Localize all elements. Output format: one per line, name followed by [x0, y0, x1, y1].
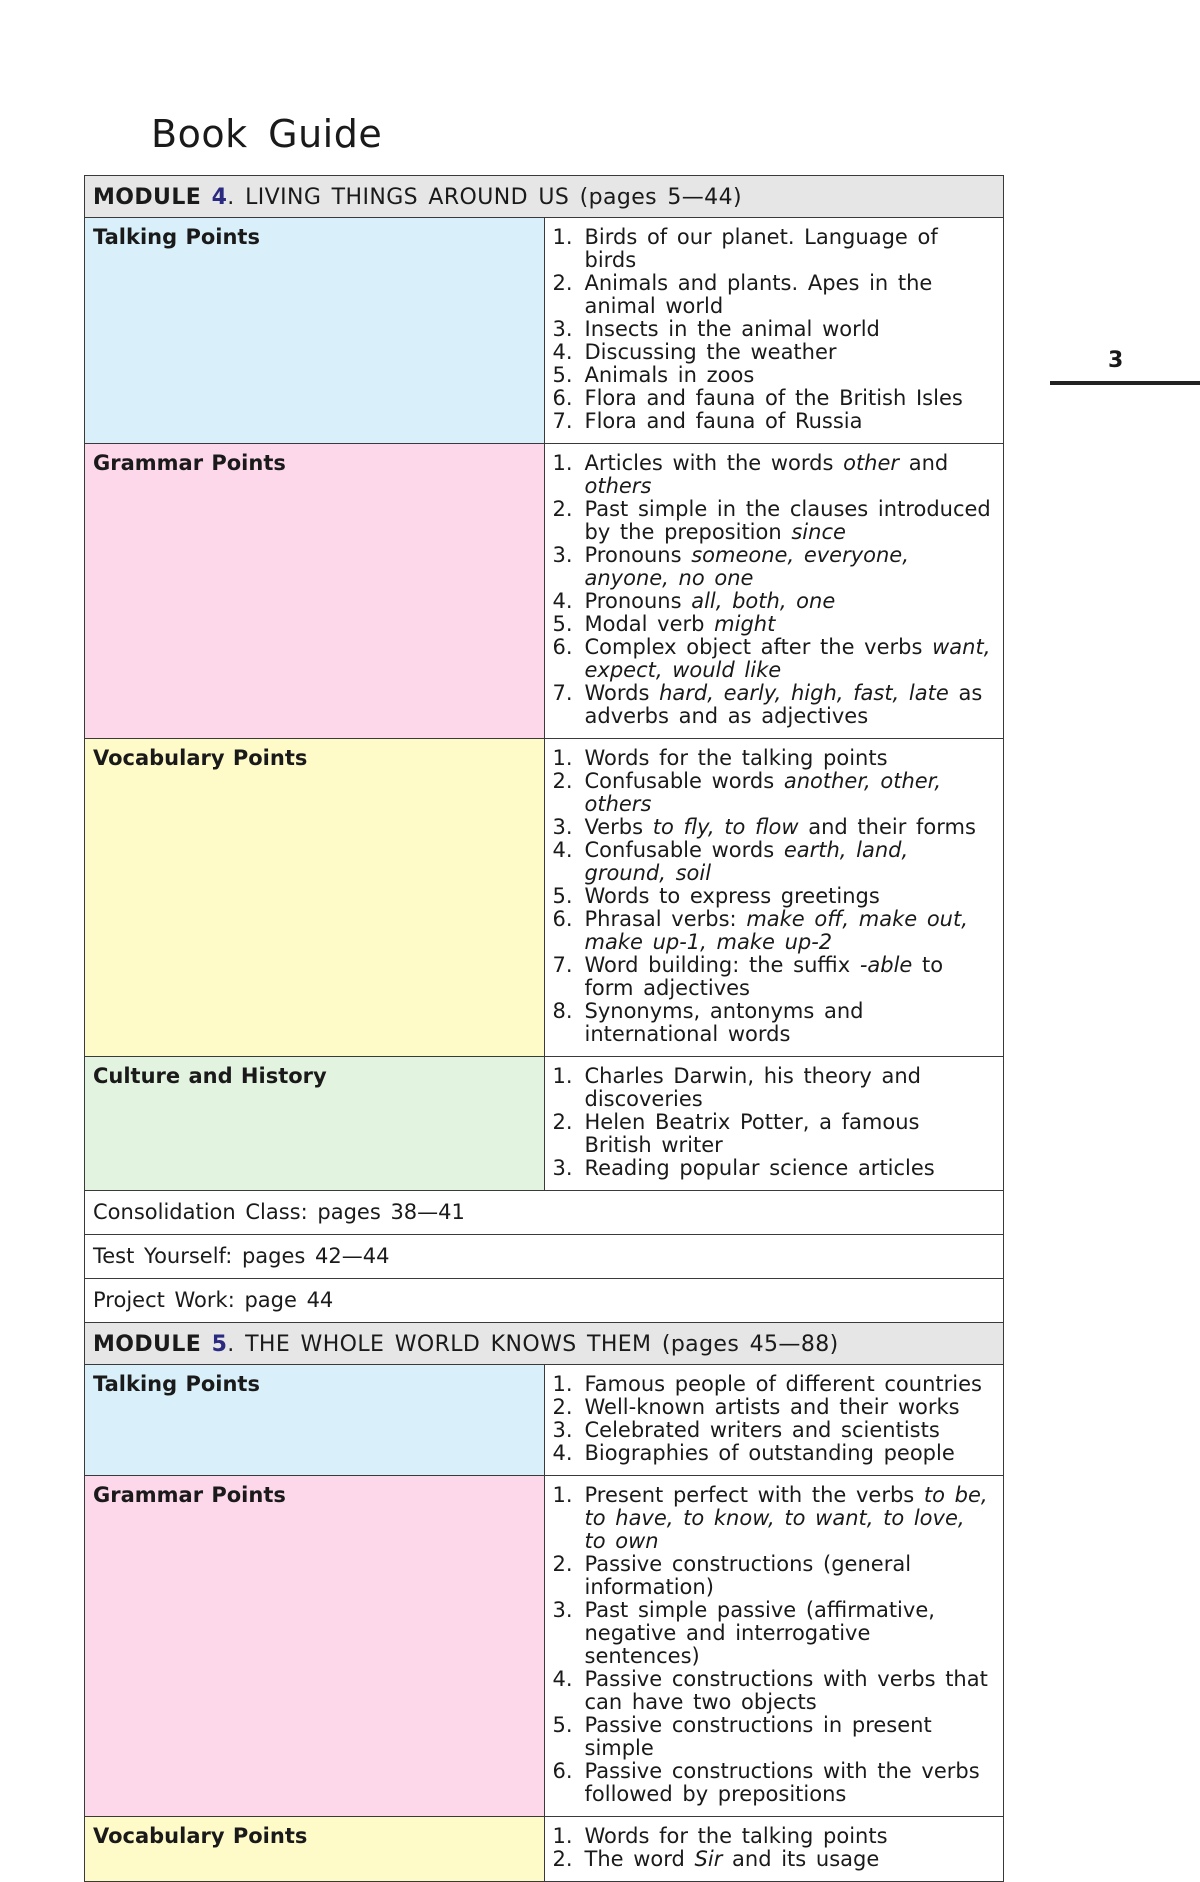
italic-term: to be, to have, to know, to want, to love, to own	[584, 1483, 988, 1553]
list-item	[553, 816, 996, 839]
page-number: 3	[1108, 348, 1124, 373]
list-item-number: 1.	[552, 1372, 573, 1396]
list-item-text	[585, 636, 996, 682]
section-row	[85, 1057, 1004, 1191]
list-item	[553, 1484, 996, 1553]
list-item	[553, 1825, 996, 1848]
text-segment: and its usage	[722, 1847, 880, 1871]
list-item	[553, 590, 996, 613]
list-item	[553, 1373, 996, 1396]
list-item-number: 1.	[552, 1824, 573, 1848]
list-item-number: 1.	[552, 1483, 573, 1507]
list-item-text	[585, 1111, 996, 1157]
list-item-text	[585, 452, 996, 498]
italic-term: make off, make out, make up-1, make up-2	[584, 907, 968, 954]
list-item-number: 6.	[552, 907, 573, 931]
text-segment: Reading popular science articles	[584, 1156, 935, 1180]
list-item-text	[585, 816, 996, 839]
list-item-number: 2.	[552, 1847, 573, 1871]
text-segment: Passive constructions with verbs that can have two objects	[584, 1667, 988, 1714]
italic-term: all, both, one	[691, 589, 836, 613]
section-label: Grammar Points	[85, 444, 545, 739]
list-item-number: 2.	[552, 1395, 573, 1419]
module-header-row	[85, 176, 1004, 218]
list-item-number: 2.	[552, 497, 573, 521]
list-item-text	[585, 1484, 996, 1553]
list-item	[553, 1000, 996, 1046]
text-segment: Words to express greetings	[584, 884, 880, 908]
module-number: 4	[211, 185, 228, 210]
section-row	[85, 739, 1004, 1057]
italic-term: Sir	[694, 1847, 723, 1871]
list-item	[553, 410, 996, 433]
list-item-number: 2.	[552, 271, 573, 295]
section-items	[544, 1057, 1004, 1191]
list-item-text	[585, 1599, 996, 1668]
text-segment: Insects in the animal world	[584, 317, 880, 341]
list-item-number: 3.	[552, 1156, 573, 1180]
section-items	[544, 444, 1004, 739]
text-segment: Words for the talking points	[584, 746, 888, 770]
list-item	[553, 1553, 996, 1599]
list-item-number: 3.	[552, 815, 573, 839]
extra-info: Consolidation Class: pages 38—41	[85, 1191, 1004, 1235]
list-item-number: 6.	[552, 1759, 573, 1783]
list-item-number: 7.	[552, 953, 573, 977]
module-number: 5	[211, 1332, 228, 1357]
list-item-text	[585, 770, 996, 816]
list-item-number: 3.	[552, 317, 573, 341]
module-title: . THE WHOLE WORLD KNOWS THEM (pages 45—88)	[227, 1332, 839, 1357]
section-items	[544, 1365, 1004, 1476]
list-item	[553, 1668, 996, 1714]
list-item-text	[585, 1396, 996, 1419]
list-item	[553, 1599, 996, 1668]
list-item	[553, 1157, 996, 1180]
book-guide-table	[84, 175, 1004, 1882]
list-item	[553, 387, 996, 410]
list-item-text	[585, 839, 996, 885]
section-label: Vocabulary Points	[85, 739, 545, 1057]
list-item-text	[585, 908, 996, 954]
section-items	[544, 218, 1004, 444]
text-segment: Famous people of different countries	[584, 1372, 982, 1396]
list-item-number: 2.	[552, 769, 573, 793]
list-item	[553, 613, 996, 636]
text-segment: Celebrated writers and scientists	[584, 1418, 940, 1442]
list-item-number: 5.	[552, 363, 573, 387]
text-segment: Passive constructions with the verbs followed by prepositions	[584, 1759, 980, 1806]
text-segment: Pronouns	[584, 543, 692, 567]
list-item-number: 1.	[552, 451, 573, 475]
list-item-text	[585, 1553, 996, 1599]
section-row	[85, 218, 1004, 444]
text-segment: Articles with the words	[584, 451, 844, 475]
text-segment: Charles Darwin, his theory and discoveries	[584, 1064, 922, 1111]
italic-term: other	[843, 451, 900, 475]
text-segment: and their forms	[798, 815, 976, 839]
section-label: Vocabulary Points	[85, 1817, 545, 1882]
page-number-rule	[1050, 381, 1200, 385]
italic-term: to fly, to flow	[652, 815, 799, 839]
list-item-text	[585, 682, 996, 728]
section-label: Culture and History	[85, 1057, 545, 1191]
list-item-text	[585, 954, 996, 1000]
list-item-number: 3.	[552, 1418, 573, 1442]
list-item	[553, 1419, 996, 1442]
section-row	[85, 1817, 1004, 1882]
list-item	[553, 1065, 996, 1111]
module-word: MODULE	[93, 1332, 202, 1357]
italic-term: since	[791, 520, 846, 544]
list-item-text	[585, 1714, 996, 1760]
list-item-number: 6.	[552, 635, 573, 659]
text-segment: Present perfect with the verbs	[584, 1483, 924, 1507]
module-header	[85, 1323, 1004, 1365]
list-item-text	[585, 226, 996, 272]
extra-info: Project Work: page 44	[85, 1279, 1004, 1323]
list-item	[553, 1442, 996, 1465]
list-item-text	[585, 410, 996, 433]
text-segment: Flora and fauna of the British Isles	[584, 386, 963, 410]
list-item-number: 7.	[552, 409, 573, 433]
list-item-text	[585, 272, 996, 318]
italic-term: might	[714, 612, 776, 636]
list-item-text	[585, 613, 996, 636]
text-segment: Flora and fauna of Russia	[584, 409, 863, 433]
list-item	[553, 636, 996, 682]
list-item-number: 3.	[552, 543, 573, 567]
list-item	[553, 226, 996, 272]
list-item-number: 5.	[552, 1713, 573, 1737]
list-item	[553, 954, 996, 1000]
module-header	[85, 176, 1004, 218]
list-item-text	[585, 341, 996, 364]
text-segment: and	[899, 451, 949, 475]
text-segment: Pronouns	[584, 589, 692, 613]
module-title: . LIVING THINGS AROUND US (pages 5—44)	[227, 185, 742, 210]
list-item-number: 8.	[552, 999, 573, 1023]
list-item-number: 3.	[552, 1598, 573, 1622]
section-row	[85, 1476, 1004, 1817]
text-segment: Complex object after the verbs	[584, 635, 933, 659]
extra-row	[85, 1191, 1004, 1235]
list-item-number: 4.	[552, 838, 573, 862]
list-item-number: 1.	[552, 1064, 573, 1088]
text-segment: Confusable words	[584, 838, 784, 862]
text-segment: Verbs	[584, 815, 653, 839]
list-item	[553, 498, 996, 544]
list-item-number: 4.	[552, 1441, 573, 1465]
module-word: MODULE	[93, 185, 202, 210]
list-item-text	[585, 498, 996, 544]
list-item-number: 5.	[552, 884, 573, 908]
list-item-number: 1.	[552, 225, 573, 249]
list-item-number: 2.	[552, 1552, 573, 1576]
list-item	[553, 839, 996, 885]
list-item	[553, 364, 996, 387]
list-item-text	[585, 590, 996, 613]
list-item	[553, 908, 996, 954]
text-segment: Biographies of outstanding people	[584, 1441, 955, 1465]
page-title: Book Guide	[151, 112, 383, 156]
text-segment: as adverbs and as adjectives	[584, 681, 983, 728]
italic-term: -able	[859, 953, 913, 977]
list-item-text	[585, 1157, 996, 1180]
list-item-text	[585, 1668, 996, 1714]
text-segment: The word	[584, 1847, 695, 1871]
extra-row	[85, 1235, 1004, 1279]
list-item-text	[585, 747, 996, 770]
list-item	[553, 770, 996, 816]
list-item-number: 4.	[552, 340, 573, 364]
list-item	[553, 747, 996, 770]
list-item-text	[585, 1825, 996, 1848]
section-label: Grammar Points	[85, 1476, 545, 1817]
text-segment: Past simple passive (affirmative, negative and interrogative sentences)	[584, 1598, 935, 1668]
italic-term: earth, land, ground, soil	[584, 838, 909, 885]
list-item-text	[585, 1373, 996, 1396]
text-segment: Birds of our planet. Language of birds	[584, 225, 938, 272]
list-item	[553, 272, 996, 318]
text-segment: Discussing the weather	[584, 340, 837, 364]
text-segment: Well-known artists and their works	[584, 1395, 960, 1419]
list-item	[553, 544, 996, 590]
section-items	[544, 1817, 1004, 1882]
list-item-text	[585, 1000, 996, 1046]
section-row	[85, 1365, 1004, 1476]
text-segment: Helen Beatrix Potter, a famous British writer	[584, 1110, 920, 1157]
italic-term: hard, early, high, fast, late	[659, 681, 949, 705]
list-item	[553, 1111, 996, 1157]
section-items	[544, 1476, 1004, 1817]
module-header-row	[85, 1323, 1004, 1365]
text-segment: Phrasal verbs:	[584, 907, 747, 931]
list-item-number: 5.	[552, 612, 573, 636]
list-item-number: 1.	[552, 746, 573, 770]
list-item	[553, 1714, 996, 1760]
italic-term: want, expect, would like	[584, 635, 991, 682]
text-segment: Passive constructions (general information)	[584, 1552, 912, 1599]
list-item	[553, 452, 996, 498]
italic-term: others	[584, 474, 652, 498]
text-segment: Past simple in the clauses introduced by the preposition	[584, 497, 991, 544]
list-item-number: 7.	[552, 681, 573, 705]
list-item-number: 4.	[552, 1667, 573, 1691]
text-segment: Synonyms, antonyms and international words	[584, 999, 864, 1046]
list-item-text	[585, 387, 996, 410]
extra-info: Test Yourself: pages 42—44	[85, 1235, 1004, 1279]
list-item-text	[585, 1065, 996, 1111]
text-segment: Word building: the suffix	[584, 953, 860, 977]
list-item	[553, 885, 996, 908]
list-item-text	[585, 1760, 996, 1806]
extra-row	[85, 1279, 1004, 1323]
list-item-text	[585, 885, 996, 908]
list-item	[553, 682, 996, 728]
text-segment: Words	[584, 681, 660, 705]
text-segment: Animals and plants. Apes in the animal world	[584, 271, 933, 318]
list-item	[553, 1760, 996, 1806]
list-item-number: 2.	[552, 1110, 573, 1134]
list-item-text	[585, 364, 996, 387]
section-items	[544, 739, 1004, 1057]
italic-term: another, other, others	[584, 769, 942, 816]
list-item-text	[585, 1442, 996, 1465]
list-item-text	[585, 1419, 996, 1442]
text-segment: Words for the talking points	[584, 1824, 888, 1848]
list-item	[553, 1396, 996, 1419]
text-segment: Passive constructions in present simple	[584, 1713, 932, 1760]
italic-term: someone, everyone, anyone, no one	[584, 543, 909, 590]
section-label: Talking Points	[85, 1365, 545, 1476]
text-segment: Confusable words	[584, 769, 784, 793]
list-item-text	[585, 544, 996, 590]
section-label: Talking Points	[85, 218, 545, 444]
list-item	[553, 318, 996, 341]
list-item	[553, 1848, 996, 1871]
section-row	[85, 444, 1004, 739]
text-segment: to form adjectives	[584, 953, 944, 1000]
list-item-text	[585, 1848, 996, 1871]
list-item-text	[585, 318, 996, 341]
text-segment: Animals in zoos	[584, 363, 755, 387]
list-item-number: 6.	[552, 386, 573, 410]
list-item	[553, 341, 996, 364]
list-item-number: 4.	[552, 589, 573, 613]
text-segment: Modal verb	[584, 612, 715, 636]
